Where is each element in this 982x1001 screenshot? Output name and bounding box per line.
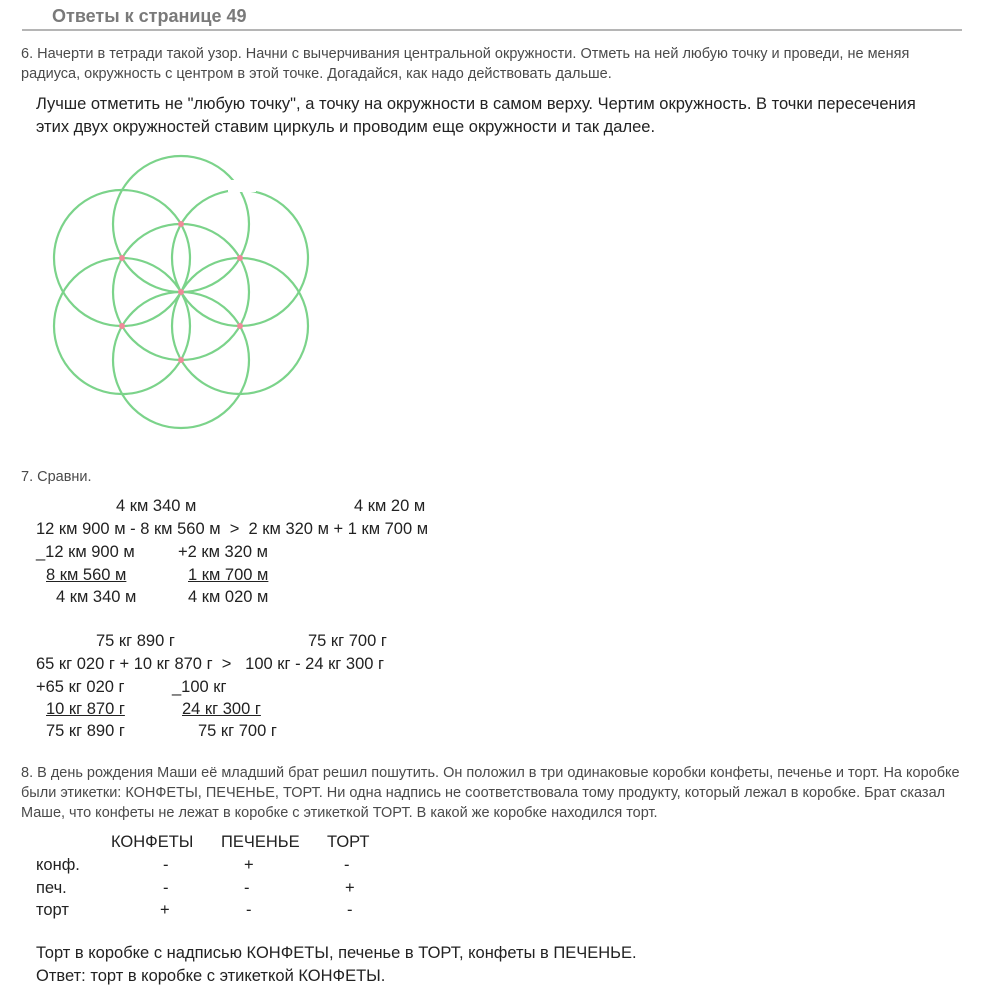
table-cell: -: [244, 879, 250, 897]
table-row-label-tort: торт: [36, 901, 69, 919]
pattern-point-upper-right: [237, 255, 243, 261]
pattern-point-bottom: [178, 357, 184, 363]
task7-title: 7. Сравни.: [21, 469, 92, 485]
table-cell: -: [163, 879, 169, 897]
pattern-point-lower-left: [119, 323, 125, 329]
table-cell: -: [344, 856, 350, 874]
table-cell: +: [345, 879, 355, 897]
table-cell: +: [244, 856, 254, 874]
t7p1-col1-row3: 4 км 340 м: [56, 588, 137, 606]
t7p2-col1-row2: 10 кг 870 г: [46, 700, 125, 718]
t7p2-top-left: 75 кг 890 г: [96, 632, 175, 650]
table-cell: -: [347, 901, 353, 919]
task8-answer: Ответ: торт в коробке с этикеткой КОНФЕТЫ.: [36, 967, 386, 985]
t7p1-col1-row1: _12 км 900 м: [36, 543, 135, 561]
table-row-label-pech: печ.: [36, 879, 67, 897]
t7p1-col2-row2: 1 км 700 м: [188, 566, 269, 584]
table-row-label-konf: конф.: [36, 856, 80, 874]
table-cell: +: [160, 901, 170, 919]
task8-text: 8. В день рождения Маши её младший брат решил пошутить. Он положил в три одинаковые коробки конфеты, печенье и торт. На коробке были этикетки: КОНФЕТЫ, ПЕЧЕНЬЕ, ТОРТ. Ни одна надпись не соответствовала тому продукту, который лежал в коробке. Брат сказал Маше, что конфеты не лежат в коробке с этикеткой ТОРТ. В какой же коробке находился торт.: [21, 765, 960, 821]
t7p2-col2-row2: 24 кг 300 г: [182, 700, 261, 718]
t7p1-top-right: 4 км 20 м: [354, 497, 426, 515]
t7p2-col1-row1: +65 кг 020 г: [36, 678, 125, 696]
t7p1-top-left: 4 км 340 м: [116, 497, 197, 515]
table-header-tort: ТОРТ: [327, 833, 370, 851]
t7p1-col2-row3: 4 км 020 м: [188, 588, 269, 606]
task6-answer: Лучше отметить не "любую точку", а точку на окружности в самом верху. Чертим окружность. В точки пересечения этих двух окружностей ставим циркуль и проводим еще окружности и так далее.: [36, 95, 916, 136]
pattern-point-upper-left: [119, 255, 125, 261]
t7p1-expression: 12 км 900 м - 8 км 560 м > 2 км 320 м + 1 км 700 м: [36, 520, 429, 538]
pattern-gap-mask: [228, 180, 256, 192]
table-header-konfety: КОНФЕТЫ: [111, 833, 194, 851]
t7p2-col1-row3: 75 кг 890 г: [46, 722, 125, 740]
table-header-pechenye: ПЕЧЕНЬЕ: [221, 833, 300, 851]
table-cell: -: [163, 856, 169, 874]
task6-text: 6. Начерти в тетради такой узор. Начни с вычерчивания центральной окружности. Отметь на ней любую точку и проведи, не меняя радиуса, окружность с центром в этой точке. Догадайся, как надо действовать дальше.: [21, 46, 910, 82]
page-title: Ответы к странице 49: [52, 6, 247, 26]
page-header: [22, 0, 962, 31]
pattern-point-top: [178, 221, 184, 227]
pattern-point-lower-right: [237, 323, 243, 329]
pattern-point-center: [178, 289, 184, 295]
task8-conclusion: Торт в коробке с надписью КОНФЕТЫ, печенье в ТОРТ, конфеты в ПЕЧЕНЬЕ.: [36, 944, 637, 962]
t7p2-col2-row3: 75 кг 700 г: [198, 722, 277, 740]
t7p2-expression: 65 кг 020 г + 10 кг 870 г > 100 кг - 24 кг 300 г: [36, 655, 385, 673]
t7p2-col2-row1: _100 кг: [172, 678, 227, 696]
t7p1-col1-row2: 8 км 560 м: [46, 566, 127, 584]
flower-of-life-pattern: [40, 150, 340, 440]
table-cell: -: [246, 901, 252, 919]
t7p2-top-right: 75 кг 700 г: [308, 632, 387, 650]
t7p1-col2-row1: +2 км 320 м: [178, 543, 269, 561]
